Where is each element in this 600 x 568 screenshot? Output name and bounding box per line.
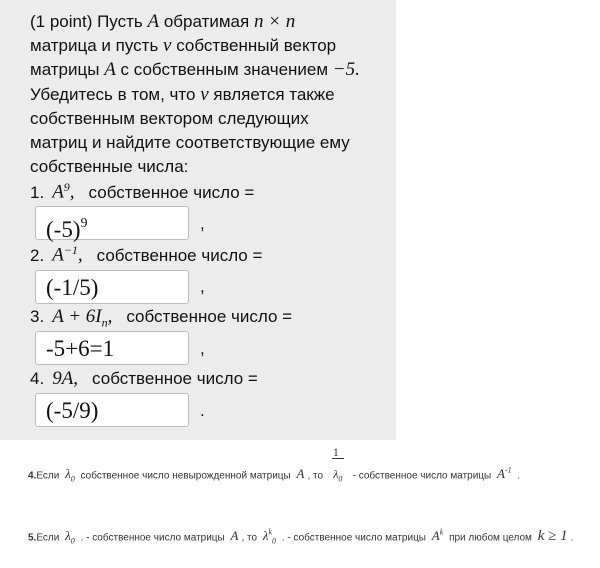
answer-input-3[interactable]: -5+6=1: [35, 331, 189, 365]
reciprocal-fraction: $\frac{1}{\lambda_0}$: [332, 445, 343, 484]
lambda-power-k: $\lambda^k_0$: [262, 528, 277, 546]
answer-1-comma: ,: [200, 214, 205, 233]
answer-4-period: .: [200, 401, 205, 420]
hint-note-4: 4.Если $\lambda_0$ собственное число невырожденной матрицы A , то $\frac{1}{\lambda_0}$ - собственное число матрицы $A^{-1}$ .: [28, 445, 521, 484]
answer-input-4[interactable]: (-5/9): [35, 393, 189, 427]
line3-text-2: с собственным значением: [120, 60, 329, 80]
answer-3-comma: ,: [200, 339, 205, 358]
problem-statement: [30, 10, 396, 179]
dimension-n-2: n: [285, 11, 296, 32]
intro-text: (1 point) Пусть: [30, 12, 143, 31]
line2-text: матрица и пусть: [30, 36, 159, 56]
hint-note-5: 5.Если $\lambda_0$ . - собственное число матрицы A , то $\lambda^k_0$ . - собственное число матрицы $A^k$ при любом целом k ≥ 1 .: [28, 528, 574, 546]
answer-2-comma: ,: [200, 277, 205, 296]
item-4-label: 4. 9A, собственное число =: [30, 368, 258, 389]
intro-text-2: обратимая: [163, 12, 250, 31]
line2-text-2: собственный вектор: [176, 36, 337, 56]
line4-text-2: является также: [213, 84, 335, 104]
answer-input-1[interactable]: $(-5)^9$: [35, 206, 189, 240]
line3-text: матрицы: [30, 60, 100, 80]
lambda-symbol: $\lambda_0$: [65, 466, 75, 484]
matrix-symbol-2: A: [104, 59, 116, 81]
item-3-label: 3. $A + 6I_n$, собственное число =: [30, 306, 293, 330]
item-2-label: 2. $A^{-1}$, собственное число =: [30, 243, 263, 266]
line5-text: собственным вектором следующих: [30, 108, 309, 128]
answer-input-2[interactable]: (-1/5): [35, 270, 189, 304]
times-symbol: ×: [268, 11, 281, 32]
item-1-label: 1. $A^9$, собственное число =: [30, 180, 255, 203]
lambda-symbol-2: $\lambda_0$: [65, 528, 75, 546]
line7-text: собственные числа:: [30, 157, 189, 177]
line4-text: Убедитесь в том, что: [30, 84, 196, 104]
dimension-n: n: [253, 11, 264, 32]
vector-symbol: v: [163, 35, 172, 57]
matrix-symbol: A: [147, 11, 160, 32]
eigenvalue: −5.: [332, 59, 360, 81]
line6-text: матриц и найдите соответствующие ему: [30, 133, 350, 153]
vector-symbol-2: v: [200, 83, 209, 105]
